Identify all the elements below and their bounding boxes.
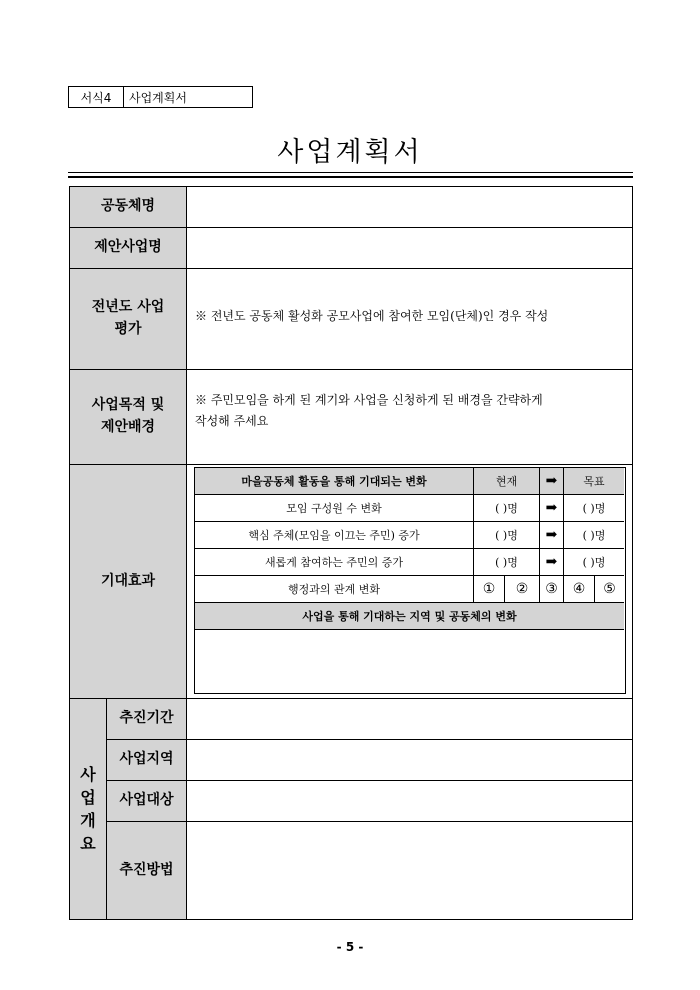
label-column-divider	[186, 187, 187, 919]
scale-option-4[interactable]: ④	[572, 581, 586, 597]
inner-col-divider	[594, 576, 595, 602]
inner-col-divider	[504, 576, 505, 602]
purpose-label-line2: 제안배경	[100, 419, 156, 435]
row-divider	[106, 739, 632, 740]
inner-row-divider	[195, 521, 624, 522]
project-name-label-text: 제안사업명	[94, 239, 162, 256]
title-rule-bottom	[68, 176, 633, 178]
prev-eval-field[interactable]	[187, 269, 632, 369]
page-number: - 5 -	[336, 940, 364, 954]
inner-col-divider	[473, 468, 474, 602]
scale-option-2[interactable]: ②	[515, 581, 529, 597]
scale-option-5[interactable]: ⑤	[603, 581, 616, 597]
document-title: 사업계획서	[277, 137, 423, 168]
inner-row-divider	[195, 548, 624, 549]
form-number-tag	[68, 86, 253, 108]
arrow-right-icon: ➡	[545, 554, 558, 570]
row-divider	[70, 227, 632, 228]
project-name-label	[70, 228, 186, 268]
purpose-note-line2: 작성해 주세요	[195, 414, 269, 428]
prev-eval-note: ※ 전년도 공동체 활성화 공모사업에 참여한 모임(단체)인 경우 작성	[195, 309, 549, 323]
target-field[interactable]	[187, 781, 632, 821]
region-field[interactable]	[187, 740, 632, 780]
effect-item-label: 새롭게 참여하는 주민의 증가	[264, 556, 403, 569]
inner-row-divider	[195, 629, 624, 630]
method-field[interactable]	[187, 822, 632, 919]
prev-eval-label-line2: 평가	[114, 321, 142, 337]
form-number: 서식4	[69, 87, 124, 107]
inner-row-divider	[195, 602, 624, 603]
arrow-right-icon: ➡	[545, 527, 558, 543]
effect-header-target: 목표	[564, 468, 624, 494]
region-label	[107, 740, 186, 780]
purpose-label	[70, 370, 186, 464]
row-divider	[106, 780, 632, 781]
current-count-field[interactable]: ( )명	[495, 502, 518, 515]
prev-eval-label	[70, 269, 186, 369]
effect-label	[70, 465, 186, 698]
community-name-field[interactable]	[187, 187, 632, 227]
overview-column-divider	[106, 699, 107, 919]
effect-table-header	[195, 468, 624, 494]
project-name-field[interactable]	[187, 228, 632, 268]
inner-col-divider	[563, 468, 564, 602]
row-divider	[106, 821, 632, 822]
overview-char-3: 개	[80, 811, 96, 830]
period-field[interactable]	[187, 699, 632, 739]
target-label-text: 사업대상	[119, 792, 174, 809]
target-count-field[interactable]: ( )명	[582, 556, 606, 569]
regional-change-header-row	[195, 603, 624, 629]
target-count-field[interactable]: ( )명	[582, 502, 606, 515]
effect-header-title: 마을공동체 활동을 통해 기대되는 변화	[195, 468, 473, 494]
region-label-text: 사업지역	[119, 751, 174, 768]
title-rule-top	[68, 172, 633, 173]
table-row	[195, 522, 624, 548]
community-name-label	[70, 187, 186, 227]
community-name-label-text: 공동체명	[100, 198, 156, 215]
scale-option-3[interactable]: ③	[545, 581, 558, 597]
period-label-text: 추진기간	[119, 710, 174, 727]
scale-option-1[interactable]: ①	[482, 581, 496, 597]
form-name: 사업계획서	[129, 90, 187, 105]
period-label	[107, 699, 186, 739]
regional-change-header: 사업을 통해 기대하는 지역 및 공동체의 변화	[195, 603, 624, 629]
purpose-note-line1: ※ 주민모임을 하게 된 계기와 사업을 신청하게 된 배경을 간략하게	[195, 393, 543, 407]
effect-label-text: 기대효과	[100, 572, 156, 589]
effect-item-label: 핵심 주체(모임을 이끄는 주민) 증가	[248, 529, 420, 542]
overview-char-1: 사	[80, 764, 96, 784]
inner-col-divider	[539, 468, 540, 602]
row-divider	[70, 268, 632, 269]
prev-eval-label-line1: 전년도 사업	[91, 299, 165, 316]
inner-row-divider	[195, 575, 624, 576]
current-count-field[interactable]: ( )명	[495, 529, 518, 542]
table-row	[195, 495, 624, 521]
overview-label	[70, 699, 106, 919]
inner-row-divider	[195, 494, 624, 495]
effect-header-current: 현재	[474, 468, 539, 494]
method-label-text: 추진방법	[119, 861, 174, 878]
arrow-right-icon: ➡	[540, 468, 563, 494]
target-label	[107, 781, 186, 821]
target-count-field[interactable]: ( )명	[582, 529, 606, 542]
relation-label: 행정과의 관계 변화	[287, 583, 380, 596]
table-row	[195, 576, 624, 602]
purpose-field[interactable]	[187, 370, 632, 464]
overview-char-2: 업	[80, 787, 96, 807]
method-label	[107, 822, 186, 919]
effect-table	[194, 467, 626, 694]
arrow-right-icon: ➡	[545, 500, 558, 516]
overview-char-4: 요	[80, 834, 96, 854]
effect-item-label: 모임 구성원 수 변화	[286, 502, 382, 515]
row-divider	[70, 698, 632, 699]
current-count-field[interactable]: ( )명	[495, 556, 518, 569]
purpose-label-line1: 사업목적 및	[91, 397, 165, 414]
purpose-note	[195, 390, 543, 432]
row-divider	[70, 464, 632, 465]
row-divider	[70, 369, 632, 370]
regional-change-field[interactable]	[195, 630, 624, 692]
table-row	[195, 549, 624, 575]
